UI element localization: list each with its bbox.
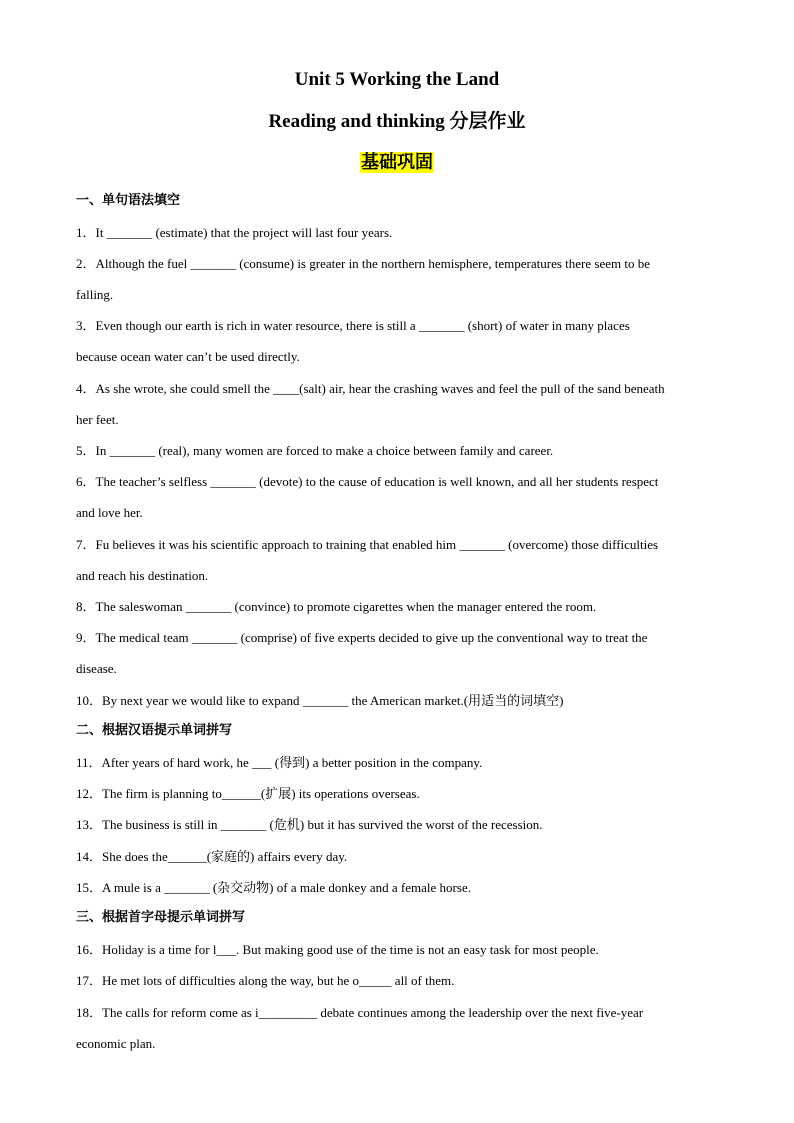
page-title: Unit 5 Working the Land (294, 69, 500, 90)
exercise-line: 8．The saleswoman _______ (convince) to promote cigarettes when the manager entered the room. (76, 599, 597, 614)
exercise-line: 13．The business is still in _______ (危机) but it has survived the worst of the recession. (76, 817, 543, 832)
exercise-line: her feet. (76, 412, 119, 427)
exercise-line: 15．A mule is a _______ (杂交动物) of a male donkey and a female horse. (76, 880, 471, 895)
exercise-line: 7．Fu believes it was his scientific approach to training that enabled him _______ (overcome) those difficulties (76, 537, 659, 552)
exercise-line: 3．Even though our earth is rich in water resource, there is still a _______ (short) of water in many places (76, 318, 630, 333)
exercise-line: 10．By next year we would like to expand _______ the American market.(用适当的词填空) (76, 693, 564, 708)
exercise-line: 11．After years of hard work, he ___ (得到) a better position in the company. (76, 755, 483, 770)
exercise-line: 9．The medical team _______ (comprise) of five experts decided to give up the conventional way to treat the (76, 630, 648, 645)
exercise-line: economic plan. (76, 1036, 156, 1051)
exercise-line: and love her. (76, 505, 143, 520)
exercise-line: because ocean water can’t be used directly. (76, 349, 300, 364)
level-label (0, 151, 794, 175)
exercise-line: 6．The teacher’s selfless _______ (devote) to the cause of education is well known, and all her students respect (76, 474, 659, 489)
exercise-line: 14．She does the______(家庭的) affairs every day. (76, 849, 348, 864)
level-label-highlight: 基础巩固 (361, 152, 433, 173)
exercise-line: 1．It _______ (estimate) that the project will last four years. (76, 225, 393, 240)
section-heading-grammar: 一、单句语法填空 (76, 193, 181, 208)
exercise-line: 4．As she wrote, she could smell the ____(salt) air, hear the crashing waves and feel the pull of the sand beneath (76, 381, 665, 396)
exercise-line: 17．He met lots of difficulties along the way, but he o_____ all of them. (76, 973, 455, 988)
exercise-line: falling. (76, 287, 114, 302)
exercise-line: and reach his destination. (76, 568, 209, 583)
section-heading-initial-letter: 三、根据首字母提示单词拼写 (76, 910, 246, 925)
exercise-line: 16．Holiday is a time for l___. But making good use of the time is not an easy task for most people. (76, 942, 599, 957)
exercise-line: 12．The firm is planning to______(扩展) its operations overseas. (76, 786, 420, 801)
exercise-line: 18．The calls for reform come as i_________ debate continues among the leadership over the next five-year (76, 1005, 644, 1020)
page-subtitle: Reading and thinking 分层作业 (268, 111, 526, 132)
exercise-line: 5．In _______ (real), many women are forced to make a choice between family and career. (76, 443, 554, 458)
exercise-line: 2．Although the fuel _______ (consume) is greater in the northern hemisphere, temperatures there seem to be (76, 256, 650, 271)
exercise-line: disease. (76, 661, 117, 676)
section-heading-chinese-hints: 二、根据汉语提示单词拼写 (76, 723, 233, 738)
